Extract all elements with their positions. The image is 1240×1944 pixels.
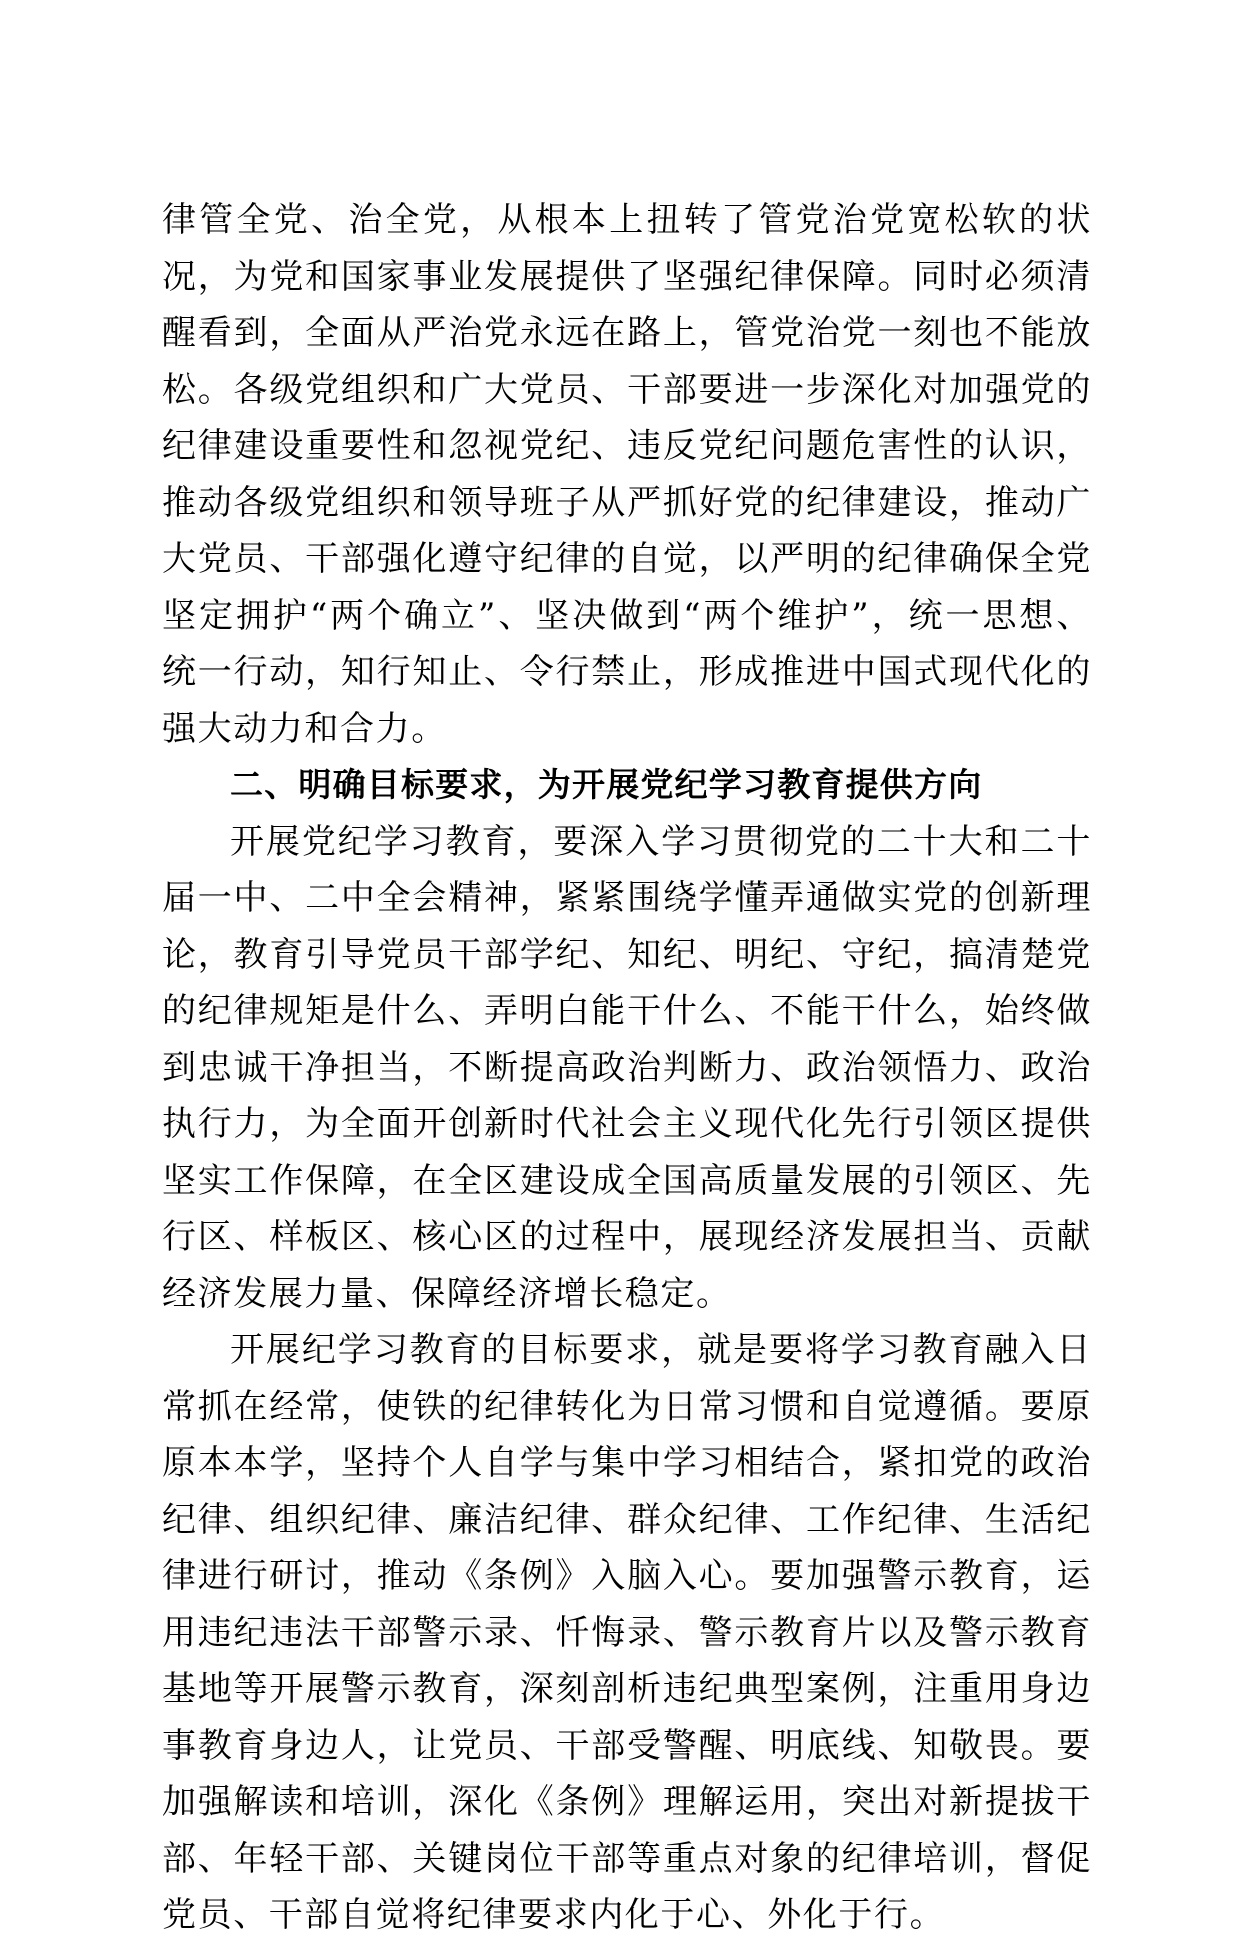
document-page (162, 192, 1092, 1944)
section-heading: 二、明确目标要求，为开展党纪学习教育提供方向 (230, 765, 983, 804)
body-paragraph-1: 律管全党、治全党，从根本上扭转了管党治党宽松软的状况，为党和国家事业发展提供了坚强纪律保障。同时必须清醒看到，全面从严治党永远在路上，管党治党一刻也不能放松。各级党组织和广大党员、干部要进一步深化对加强党的纪律建设重要性和忽视党纪、违反党纪问题危害性的认识，推动各级党组织和领导班子从严抓好党的纪律建设，推动广大党员、干部强化遵守纪律的自觉，以严明的纪律确保全党坚定拥护“两个确立”、坚决做到“两个维护”，统一思想、统一行动，知行知止、令行禁止，形成推进中国式现代化的强大动力和合力。 (162, 200, 1092, 749)
body-paragraph-3: 开展纪学习教育的目标要求，就是要将学习教育融入日常抓在经常，使铁的纪律转化为日常习惯和自觉遵循。要原原本本学，坚持个人自学与集中学习相结合，紧扣党的政治纪律、组织纪律、廉洁纪律、群众纪律、工作纪律、生活纪律进行研讨，推动《条例》入脑入心。要加强警示教育，运用违纪违法干部警示录、忏悔录、警示教育片以及警示教育基地等开展警示教育，深刻剖析违纪典型案例，注重用身边事教育身边人，让党员、干部受警醒、明底线、知敬畏。要加强解读和培训，深化《条例》理解运用，突出对新提拔干部、年轻干部、关键岗位干部等重点对象的纪律培训，督促党员、干部自觉将纪律要求内化于心、外化于行。 (162, 1330, 1092, 1935)
body-paragraph-2: 开展党纪学习教育，要深入学习贯彻党的二十大和二十届一中、二中全会精神，紧紧围绕学懂弄通做实党的创新理论，教育引导党员干部学纪、知纪、明纪、守纪，搞清楚党的纪律规矩是什么、弄明白能干什么、不能干什么，始终做到忠诚干净担当，不断提高政治判断力、政治领悟力、政治执行力，为全面开创新时代社会主义现代化先行引领区提供坚实工作保障，在全区建设成全国高质量发展的引领区、先行区、样板区、核心区的过程中，展现经济发展担当、贡献经济发展力量、保障经济增长稳定。 (162, 821, 1092, 1314)
